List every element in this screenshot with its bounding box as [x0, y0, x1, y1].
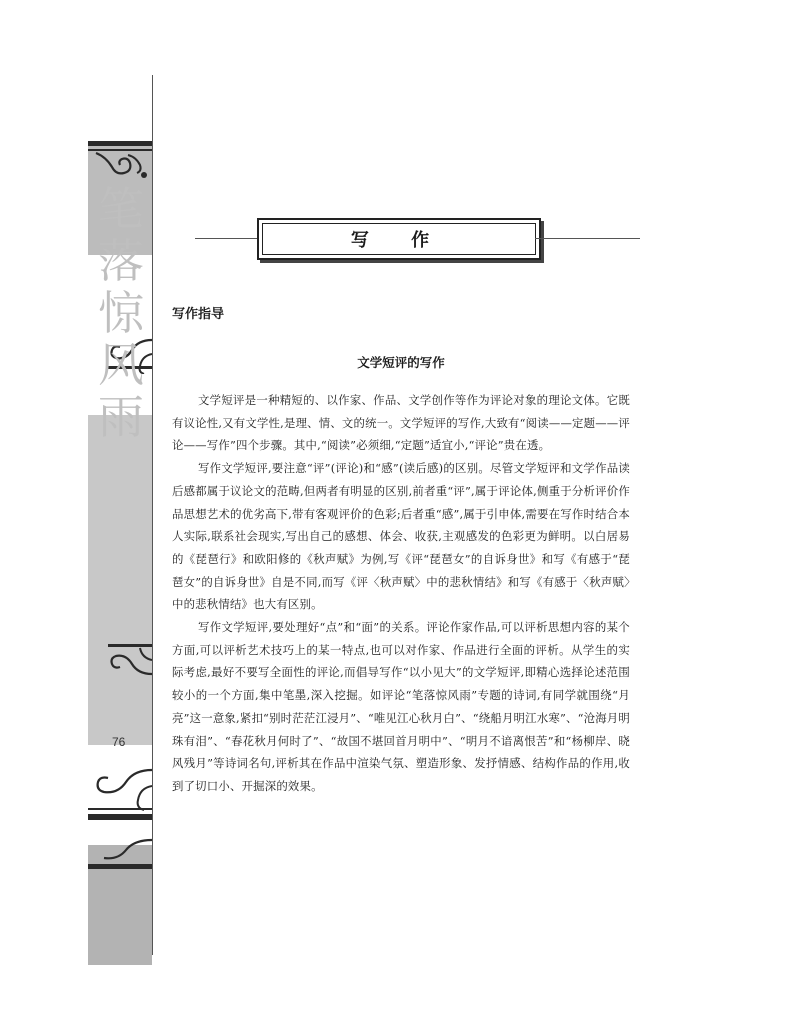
vertical-title-char: 落 [98, 234, 144, 288]
page-number: 76 [112, 735, 126, 749]
section-title-inner-frame [262, 223, 536, 255]
vertical-title-char: 雨 [98, 390, 144, 444]
vertical-title-char: 笔 [98, 182, 144, 236]
paragraph: 写作文学短评,要注意“评”(评论)和“感”(读后感)的区别。尽管文学短评和文学作品读后感都属于议论文的范畴,但两者有明显的区别,前者重“评”,属于评论体,侧重于分析评价作品思想艺术的优劣高下,带有客观评价的色彩;后者重“感”,属于引申体,需要在写作时结合本人实际,联系社会现实,写出自己的感想、体会、收获,主观感发的色彩更为鲜明。以白居易的《琵琶行》和欧阳修的《秋声赋》为例,写《评“琵琶女”的自诉身世》和写《有感于“琵琶女”的自诉身世》自是不同,而写《评〈秋声赋〉中的悲秋情结》和写《有感于〈秋声赋〉中的悲秋情结》也大有区别。 [172, 461, 630, 612]
section-title: 写 作 [350, 230, 448, 251]
vertical-title-char: 惊 [98, 286, 144, 340]
article-title: 文学短评的写作 [357, 355, 445, 370]
section-banner [195, 218, 640, 260]
banner-rule-right [535, 238, 640, 239]
subsection-heading: 写作指导 [172, 307, 225, 322]
margin-divider [152, 75, 153, 955]
article-body [172, 389, 630, 798]
corner-ornament-bottom-icon [88, 760, 152, 880]
banner-rule-left [195, 238, 260, 239]
vertical-column-title [90, 183, 152, 443]
vertical-title-char: 风 [98, 338, 144, 392]
paragraph: 写作文学短评,要处理好“点”和“面”的关系。评论作家作品,可以评析思想内容的某个方面,可以评析艺术技巧上的某一特点,也可以对作家、作品进行全面的评析。从学生的实际考虑,最好不要写全面性的评论,而倡导写作“以小见大”的文学短评,即精心选择论述范围较小的一个方面,集中笔墨,深入挖掘。如评论“笔落惊风雨”专题的诗词,有同学就围绕“月亮”这一意象,紧扣“别时茫茫江浸月”、“唯见江心秋月白”、“绕船月明江水寒”、“沧海月明珠有泪”、“春花秋月何时了”、“故国不堪回首月明中”、“明月不谙离恨苦”和“杨柳岸、晓风残月”等诗词名句,评析其在作品中渲染气氛、塑造形象、发抒情感、结构作品的作用,收到了切口小、开掘深的效果。 [172, 620, 630, 793]
section-title-box [257, 218, 541, 260]
corner-ornament-lower-mid-icon [108, 640, 152, 680]
paragraph: 文学短评是一种精短的、以作家、作品、文学创作等作为评论对象的理论文体。它既有议论性,又有文学性,是理、情、文的统一。文学短评的写作,大致有“阅读——定题——评论——写作”四个步骤。其中,“阅读”必须细,“定题”适宜小,“评论”贵在透。 [172, 393, 630, 453]
corner-ornament-top-icon [88, 135, 152, 185]
strip-band-middle [88, 415, 152, 745]
